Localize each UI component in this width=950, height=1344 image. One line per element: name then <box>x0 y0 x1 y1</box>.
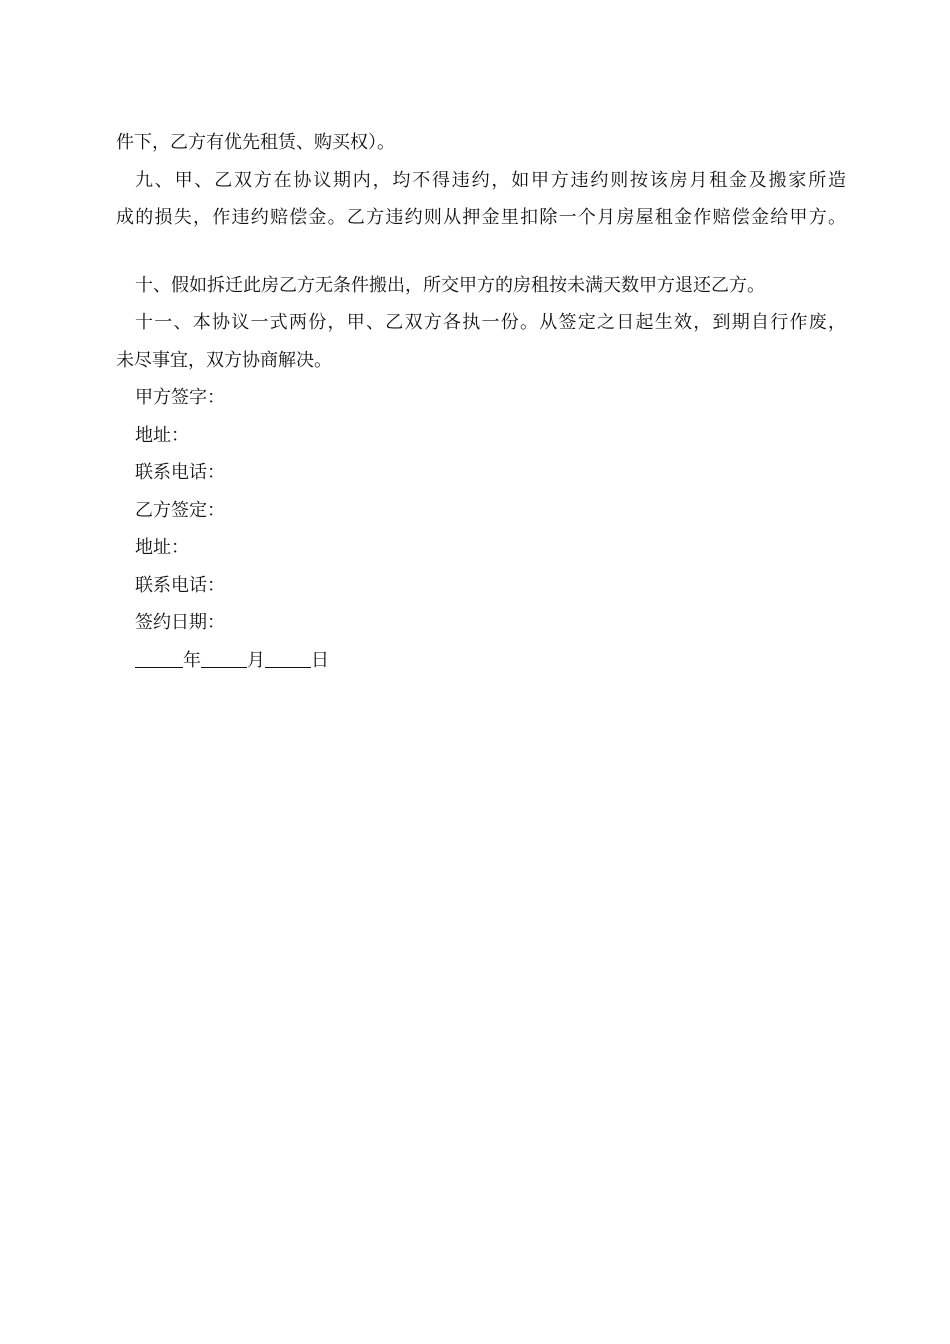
day-label: 日 <box>311 649 329 671</box>
party-a-phone-label: 联系电话： <box>135 462 225 483</box>
date-fill-line <box>116 642 846 680</box>
clause-11-line-2: 未尽事宜，双方协商解决。 <box>116 349 332 371</box>
clause-9-line-1: 九、甲、乙双方在协议期内，均不得违约，如甲方违约则按该房月租金及搬家所造 <box>135 169 846 191</box>
sign-date-label: 签约日期： <box>135 612 225 633</box>
clause-10: 十、假如拆迁此房乙方无条件搬出，所交甲方的房租按未满天数甲方退还乙方。 <box>135 274 765 296</box>
year-blank[interactable] <box>135 643 183 668</box>
party-b-signature-label: 乙方签定： <box>135 499 225 521</box>
party-a-address-label: 地址： <box>135 424 189 446</box>
paragraph-gap <box>116 237 846 267</box>
month-blank[interactable] <box>201 643 247 668</box>
party-a-signature-label: 甲方签字： <box>135 387 225 408</box>
clause-9-line-2: 成的损失，作违约赔偿金。乙方违约则从押金里扣除一个月房屋租金作赔偿金给甲方。 <box>116 207 846 228</box>
year-label: 年 <box>183 649 201 671</box>
month-label: 月 <box>247 649 265 671</box>
clause-8-tail: 件下，乙方有优先租赁、购买权）。 <box>116 132 395 153</box>
party-b-address-label: 地址： <box>135 537 189 558</box>
document-body <box>116 124 846 679</box>
clause-11-line-1: 十一、本协议一式两份，甲、乙双方各执一份。从签定之日起生效，到期自行作废， <box>135 312 846 333</box>
day-blank[interactable] <box>265 643 311 668</box>
party-b-phone-label: 联系电话： <box>135 574 225 596</box>
